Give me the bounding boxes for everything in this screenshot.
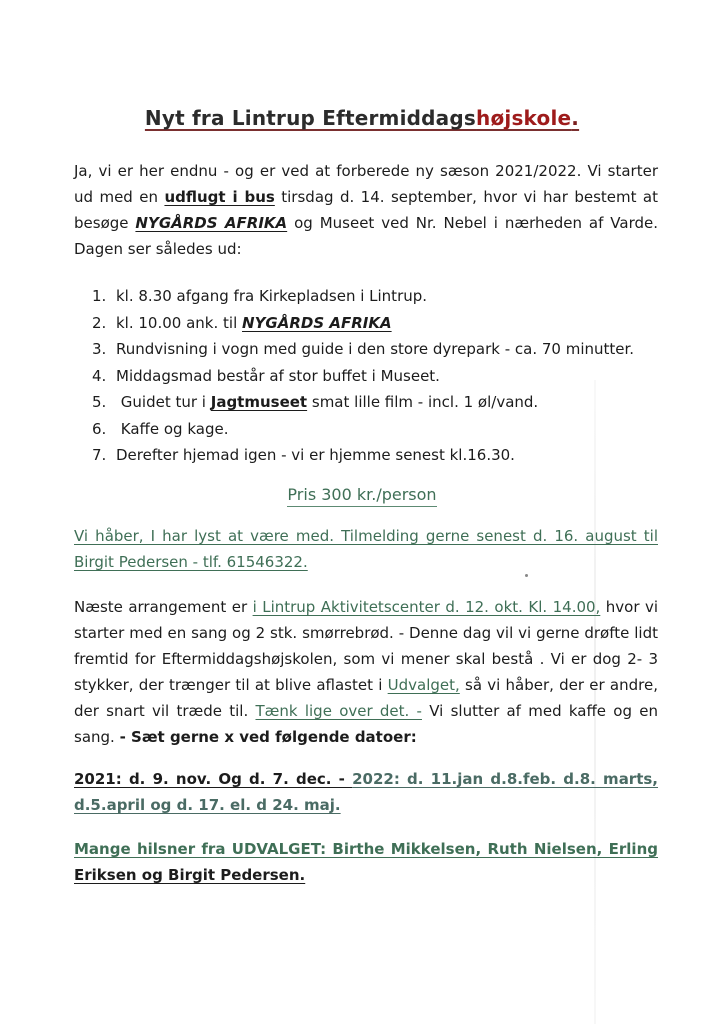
greeting-text: Eriksen og Birgit Pedersen. [74,866,306,884]
next-event-text: Vi slutter af med kaffe og en sang. [74,702,658,746]
program-number: 4. [92,366,107,385]
destination-name: NYGÅRDS AFRIKA [242,313,392,332]
destination-name: NYGÅRDS AFRIKA [135,214,288,232]
intro-text: og Museet ved Nr. Nebel i nærheden af Varde. Dagen ser således ud: [74,214,659,258]
museum-name: Jagtmuseet [210,393,308,411]
program-item [92,363,634,390]
greeting-text: Mange hilsner fra UDVALGET: Birthe Mikkelsen, Ruth Nielsen, Erling [74,840,658,858]
intro-text: tirsdag d. 14. september, hvor vi har bestemt at besøge [74,188,658,232]
program-text: smat lille film - incl. 1 øl/vand. [307,393,539,411]
mark-dates-instruction: - Sæt gerne x ved følgende datoer: [119,728,417,746]
think-about-it: Tænk lige over det. - [255,702,422,720]
next-event-text: så vi håber, der er andre, der snart vil træde til. [74,676,658,720]
program-text: Middagsmad består af stor buffet i Museet. [116,366,440,385]
next-event-paragraph [74,594,658,750]
bus-trip-emphasis: udflugt i bus [164,188,275,206]
program-number: 6. [92,419,107,438]
next-event-text: hvor vi starter med en sang og 2 stk. smørrebrød. - Denne dag vil vi gerne drøfte lidt fremtid for Eftermiddagshøjskolen, som vi mener skal bestå . Vi er dog 2- 3 stykker, der trænger til at blive aflastet i [74,598,659,694]
intro-text: Ja, vi er her endnu - og er ved at forberede ny sæson 2021/2022. Vi starter ud med en [74,162,658,206]
intro-paragraph [74,158,658,262]
program-item [92,389,634,416]
program-text: Rundvisning i vogn med guide i den store dyrepark - ca. 70 minutter. [116,340,635,358]
program-text: Guidet tur i [116,393,211,411]
program-text: kl. 10.00 ank. til [116,313,243,332]
program-item [92,310,634,337]
program-number: 3. [92,340,107,358]
page-title [0,106,724,130]
program-text: kl. 8.30 afgang fra Kirkepladsen i Lintrup. [116,287,428,305]
title-period: . [571,106,580,130]
price-text: Pris 300 kr./person [287,485,436,507]
dates-paragraph [74,766,658,818]
program-item [92,283,634,310]
program-text: Kaffe og kage. [116,419,229,438]
signup-text: Vi håber, I har lyst at være med. Tilmelding gerne senest d. 16. august til Birgit Pedersen - tlf. 61546322. [74,527,658,571]
dates-2021: 2021: d. 9. nov. Og d. 7. dec. - [74,770,353,788]
program-item [92,416,634,443]
committee-word: Udvalget, [387,676,460,694]
title-text-highlight: højskole [476,106,572,130]
price-line [0,485,724,504]
program-number: 2. [92,313,107,332]
program-item [92,442,634,469]
next-event-text: Næste arrangement er [74,598,253,616]
greeting-paragraph [74,836,658,888]
program-text: Derefter hjemad igen - vi er hjemme senest kl.16.30. [116,446,515,464]
dates-2022: 2022: d. 11.jan d.8.feb. d.8. marts, d.5.april og d. 17. el. d 24. maj. [74,770,659,814]
program-number: 7. [92,446,107,464]
program-number: 5. [92,393,107,411]
program-number: 1. [92,287,107,305]
program-list [92,283,634,469]
program-item [92,336,634,363]
event-location-date: i Lintrup Aktivitetscenter d. 12. okt. Kl. 14.00, [252,598,601,616]
signup-paragraph [74,523,658,575]
title-text: Nyt fra Lintrup Eftermiddags [144,106,477,130]
